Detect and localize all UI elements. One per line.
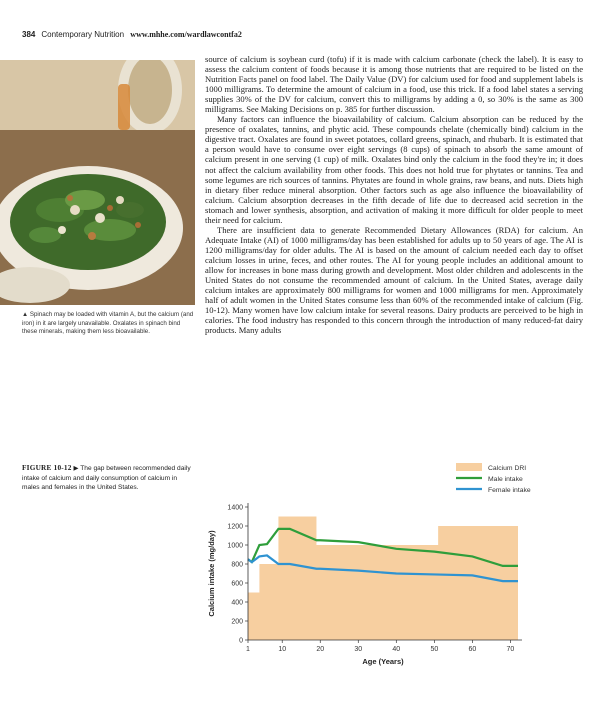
legend-label-female: Female intake [488,487,531,494]
photo-caption-text: Spinach may be loaded with vitamin A, but the calcium (and iron) in it are largely unavailable. Oxalates in spinach bind these minerals, making them less bioavailable. [22,311,194,336]
x-tick-label: 10 [278,646,287,653]
photo-caption [22,311,194,337]
paragraph-adequate-intake: There are insufficient data to generate Recommended Dietary Allowances (RDA) for calcium. An Adequate Intake (AI) of 1000 milligrams/day has been established for adults up to 50 years of age. The AI is 1200 milligrams/day for older adults. The AI is based on the amount of calcium needed each day to offset calcium losses in urine, feces, and other routes. The AI for young people includes an additional amount to allow for increases in bone mass during growth and development. Most older children and adolescents in the United States do not consume the recommended amount of calcium. In the United States, average daily calcium intakes are approximately 800 milligrams for women and 1000 milligrams for men. Approximately half of adult women in the United States consume less than 60% of the recommended intake of calcium (Fig. 10-12). Many women have low calcium intake for several reasons. Dairy products are perceived to be high in calories. The food industry has responded to this concern through the introduction of many reduced-fat dairy products. Many adults [205,224,583,336]
x-tick-label: 1 [246,646,250,653]
y-tick-label: 1400 [227,504,243,512]
x-tick-label: 50 [430,646,439,653]
x-tick-label: 30 [354,646,363,653]
y-tick-label: 0 [239,637,243,645]
book-url: www.mhhe.com/wardlawcontfa2 [130,30,242,39]
y-axis-label: Calcium intake (mg/day) [207,530,216,617]
x-axis-label: Age (Years) [362,657,404,666]
y-tick-label: 1200 [227,523,243,531]
page-number: 384 [22,30,36,39]
spinach-salad-photo [0,60,195,305]
body-text [205,54,583,335]
x-tick-label: 60 [468,646,477,653]
legend-label-male: Male intake [488,476,523,483]
y-tick-label: 200 [231,618,243,626]
book-title: Contemporary Nutrition [41,30,125,39]
x-tick-label: 40 [392,646,401,653]
figure-marker: ▶ [73,465,79,472]
paragraph-bioavailability: Many factors can influence the bioavailability of calcium. Calcium absorption can be reduced by the presence of oxalates, tannins, and phytic acid. These compounds chelate (chemically bind) calcium in the digestive tract. Oxalates are found in sweet potatoes, collard greens, spinach, and rhubarb. It is estimated that a person would have to consume over eight servings (8 cups) of spinach to absorb the same amount of calcium present in one serving (1 cup) of milk. Oxalates bind only the calcium in the food they're in; it does not affect the calcium availability from other foods. This does not hold true for phytates or tannins. Tea and some legumes are rich sources of tannins. Phytates are found in whole grains, raw beans, and nuts. Diets high in dietary fiber reduce mineral absorption. Other factors such as age also influence the bioavailability of calcium. Calcium absorption decreases in the fifth decade of life due to decreased acid secretion in the stomach and lower synthesis, absorption, and activation of making it more difficult for older people to meet their need for calcium. [205,114,583,225]
y-tick-label: 400 [231,599,243,607]
calcium-chart-svg [198,457,598,719]
y-tick-label: 1000 [227,542,243,550]
figure-caption-text: The gap between recommended daily intake of calcium and daily consumption of calcium in males and females in the United States. [22,465,191,491]
x-tick-label: 70 [506,646,515,653]
figure-label: FIGURE 10-12 [22,463,72,472]
x-tick-label: 20 [316,646,325,653]
legend-swatch-dri [456,463,482,471]
y-tick-label: 800 [231,561,243,569]
running-header [22,30,242,39]
legend-label-dri: Calcium DRI [488,465,527,472]
calcium-dri-area [248,517,518,641]
y-tick-label: 600 [231,580,243,588]
figure-caption [22,463,192,493]
paragraph-calcium-sources: source of calcium is soybean curd (tofu) if it is made with calcium carbonate (check the label). It is easy to assess the calcium content of foods because it is among those nutrients that are required to be listed on the Nutrition Facts panel on food label. The Daily Value (DV) for calcium used for food and supplement labels is 1000 milligrams. To determine the amount of calcium in a food, use this trick. If a food label states a serving supplies 30% of the DV for calcium, convert this to milligrams by adding a 0, so 30% is the same as 300 milligrams. See Making Decisions on p. 385 for further discussion. [205,54,583,115]
calcium-intake-chart [198,457,598,719]
caption-marker: ▲ [22,311,29,318]
spinach-salad-illustration [0,60,195,305]
